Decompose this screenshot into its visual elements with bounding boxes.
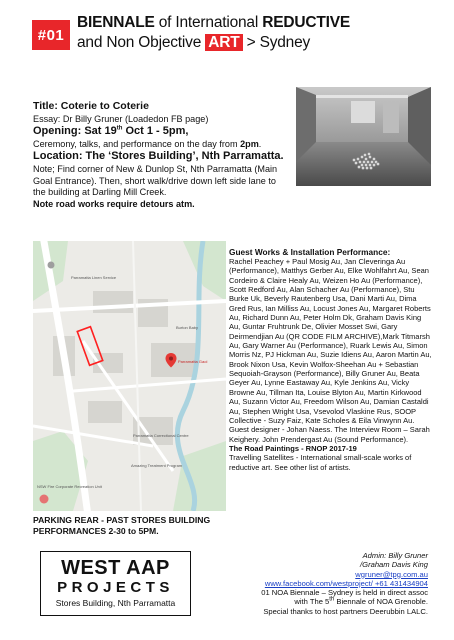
event-essay: Essay: Dr Billy Gruner (Loadedon FB page) [33, 113, 209, 124]
header-line-1 [77, 14, 350, 32]
event-title: Title: Coterie to Coterie [33, 100, 149, 112]
guest-names: Rachel Peachey + Paul Mosig Au, Jan Cleveringa Au (Performance), Matthys Gerber Au, Elke Wohlfahrt Au, Sean Cordeiro & Claire Healy Au, Weizen Ho Au (Performance), Scott Redford Au, Alan Schacher Au (Performance), Stu Burke Uk, Beverly Rautenberg Usa, Dani Marti Au, Dima Gred Rus, Ian Milliss Au, Locust Jones Au, Margaret Roberts Au, Richard Dunn Au, Peter Holm Dk, Graham Davis King Au, Guntar Fruhtrunk De, Olivier Mosset Swi, Gary Deirmendjian Au (QR CODE FILM ARCHIVE),Mark Titmarsh Au, Gary Warner Au (Performance), Ruark Lewis Au, Simon Morris Nz, PJ Hickman Au, Suzie Idiens Au, Aaron Martin Au, Brook Nixon Usa, Kevin Wolfox-Sheehan Au + Sebastian Sequoiah-Grayson (Performance), Billy Gruner Au, Beata Geyer Au, Lynne Eastaway Au, Kyle Jenkins Au, Vicky Browne Au, Tillman Ita, Louise Blyton Au, Martin Kirkwood Au, Suzann Victor Au, Freedom Wilson Au, Damian Castaldi Au, Stephen Wright Usa, Vsevolod Vlaskine Rus, SOOP Collective - Suzy Faiz, Kate Scholes & Eila Vinwynn Au. Guest designer - Johan Naess. The Interview Room – Sarah Keighery. John Prendergast Au (Sound Performance). [229, 257, 432, 444]
facebook-link[interactable]: www.facebook.com/westproject/ +61 431434904 [264, 578, 428, 588]
header-art: ART [205, 34, 242, 51]
svg-text:Amazing Treatment Program: Amazing Treatment Program [131, 463, 183, 468]
guest-heading: Guest Works & Installation Performance: [229, 247, 391, 257]
event-location: Location: The ‘Stores Building’, Nth Parramatta. [33, 150, 284, 163]
event-ceremony: Ceremony, talks, and performance on the day from 2pm. [33, 138, 262, 149]
svg-text:NSW Fire Corporate Recreation: NSW Fire Corporate Recreation Unit [37, 484, 102, 489]
installation-photo [296, 87, 431, 186]
thanks-line: Special thanks to host partners Deerubbin LALC. [263, 606, 428, 616]
parking-notice [33, 515, 233, 537]
header-biennale: BIENNALE [77, 14, 155, 31]
svg-text:Parramatta Linen Service: Parramatta Linen Service [71, 275, 117, 280]
parking-line-2: PERFORMANCES 2-30 to 5PM. [33, 526, 159, 536]
event-note: Note; Find corner of New & Dunlop St, Nth Parramatta (Main Goal Entrance). Then, short walk/drive down left side lane to the building at Darling Mill Creek. [33, 163, 278, 198]
assoc-line-2: with The 5th Biennale of NOA Grenoble. [294, 596, 428, 607]
svg-text:Parramatta Gaol: Parramatta Gaol [178, 359, 208, 364]
west-aap-logo [40, 551, 191, 616]
email-link[interactable]: wgruner@tpg.com.au [355, 569, 428, 579]
road-paintings-heading: The Road Paintings - RNOP 2017-19 [229, 443, 357, 453]
logo-west-aap: WEST AAP [61, 557, 170, 579]
contact-block [232, 551, 428, 616]
event-roadworks: Note road works require detours atm. [33, 198, 195, 209]
assoc-line-1: 01 NOA Biennale – Sydney is held in direct assoc [261, 588, 428, 598]
admin-line-1: Admin: Billy Gruner [362, 551, 428, 560]
header-of-international: of International [154, 14, 263, 31]
event-opening: Opening: Sat 19th Oct 1 - 5pm, [33, 125, 189, 138]
header-sydney: > Sydney [242, 34, 311, 51]
svg-text:Burton Baby: Burton Baby [176, 325, 199, 330]
logo-location: Stores Building, Nth Parramatta [55, 598, 176, 608]
parking-line-1: PARKING REAR - PAST STORES BUILDING [33, 515, 211, 525]
header-line-2 [77, 34, 310, 52]
svg-text:Parramatta Correctional Centre: Parramatta Correctional Centre [133, 433, 189, 438]
edition-badge: #01 [32, 20, 70, 50]
event-info [33, 100, 291, 210]
location-map [33, 241, 226, 511]
guest-list [229, 247, 433, 472]
header-reductive: REDUCTIVE [262, 14, 350, 31]
admin-line-2: /Graham Davis King [360, 560, 428, 570]
header-non-objective: and Non Objective [77, 34, 206, 51]
logo-projects: PROJECTS [57, 579, 174, 596]
road-paintings-text: Travelling Satellites - International small-scale works of reductive art. See other list of artists. [229, 453, 412, 472]
